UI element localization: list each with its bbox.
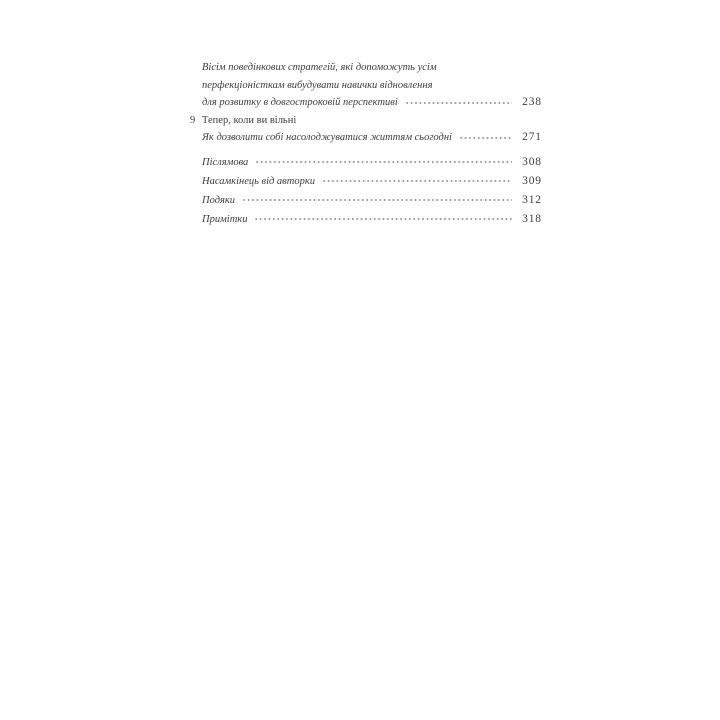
toc-row (202, 153, 541, 172)
chapter-title: Тепер, коли ви вільні (202, 114, 297, 126)
dotted-leader (459, 129, 512, 140)
toc-entry-chapter-9 (190, 112, 542, 147)
toc-row (202, 210, 541, 229)
toc-row (202, 94, 541, 112)
back-matter-list (202, 153, 541, 229)
page-number: 309 (522, 174, 542, 187)
back-matter-label: Насамкінець від авторки (202, 175, 315, 187)
page-number: 308 (522, 155, 542, 168)
chapter-subtitle: Як дозволити собі насолоджуватися життям сьогодні (202, 132, 452, 143)
back-matter-label: Подяки (202, 194, 236, 206)
page-number: 238 (522, 96, 542, 108)
back-matter-label: Примітки (202, 213, 248, 225)
entry-subtitle-line: перфекціоністкам вибудувати навички відновлення (202, 79, 433, 91)
toc-row (202, 172, 541, 191)
chapter-title-line (190, 112, 541, 130)
dotted-leader (322, 173, 512, 184)
chapter-number: 9 (190, 114, 196, 126)
page-number: 312 (522, 193, 542, 206)
page-number: 271 (522, 131, 542, 143)
dotted-leader (254, 211, 511, 222)
entry-subtitle-line: Вісім поведінкових стратегій, які допоможуть усім (202, 62, 437, 73)
toc-row (202, 129, 541, 147)
toc-row (202, 191, 541, 210)
page-number: 318 (522, 212, 542, 225)
dotted-leader (255, 154, 511, 165)
back-matter-label: Післямова (202, 156, 249, 168)
toc-entry-continuation (202, 59, 541, 112)
entry-subtitle-line: для розвитку в довгостроковій перспективі (202, 97, 398, 108)
toc-content (190, 59, 542, 229)
dotted-leader (405, 94, 512, 105)
dotted-leader (242, 192, 512, 203)
